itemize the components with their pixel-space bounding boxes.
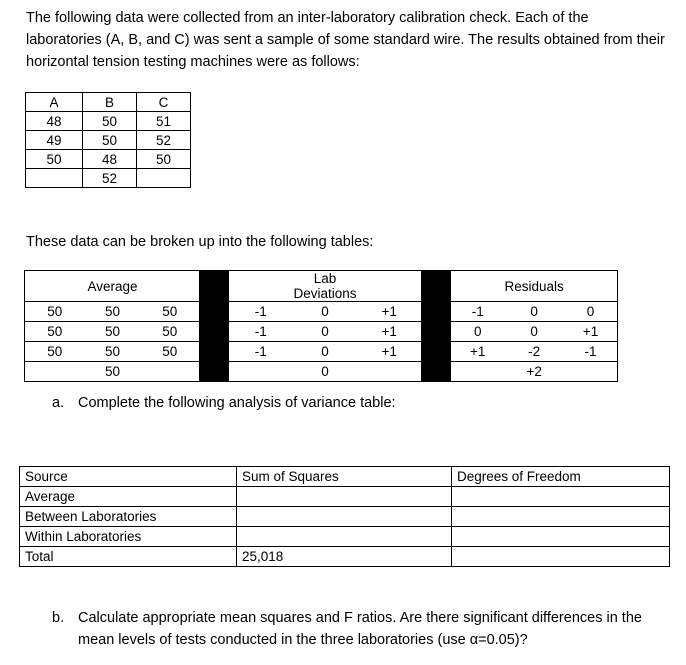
res-cell: 0 (505, 322, 564, 342)
lab-cell: +1 (358, 302, 422, 322)
black-separator (200, 271, 229, 382)
avg-cell (25, 362, 85, 382)
table-cell: 52 (83, 169, 137, 188)
table-cell: 51 (137, 112, 191, 131)
header-cell: B (83, 93, 137, 112)
avg-cell (141, 362, 200, 382)
table-cell: 48 (26, 112, 83, 131)
anova-ss-cell[interactable] (237, 527, 452, 547)
res-cell: +1 (564, 322, 618, 342)
anova-source: Within Laboratories (20, 527, 237, 547)
anova-source: Total (20, 547, 237, 567)
table-cell: 48 (83, 150, 137, 169)
black-separator (422, 271, 451, 382)
lab-cell (358, 362, 422, 382)
lab-cell (229, 362, 293, 382)
anova-ss-cell[interactable]: 25,018 (237, 547, 452, 567)
avg-cell: 50 (141, 322, 200, 342)
res-cell: -1 (564, 342, 618, 362)
res-cell: -1 (451, 302, 505, 322)
lab-cell: 0 (293, 322, 358, 342)
lab-cell: 0 (293, 302, 358, 322)
res-title-left (451, 271, 505, 302)
anova-source: Between Laboratories (20, 507, 237, 527)
anova-df-cell[interactable] (452, 487, 670, 507)
data-table (25, 92, 191, 188)
lab-cell: +1 (358, 342, 422, 362)
lab-cell: +1 (358, 322, 422, 342)
avg-title-left (25, 271, 85, 302)
question-b (52, 607, 672, 651)
intro-paragraph: The following data were collected from an inter-laboratory calibration check. Each of the laboratories (A, B, and C) was sent a sample of some standard wire. The results obtained from their horizontal tension testing machines were as follows: (26, 10, 665, 70)
res-cell: +1 (451, 342, 505, 362)
lab-title-right (358, 271, 422, 302)
breakdown-row (25, 302, 618, 322)
avg-title: Average (85, 271, 141, 302)
anova-header-source: Source (20, 467, 237, 487)
question-b-label: b. (52, 610, 65, 626)
lab-title: Lab Deviations (293, 271, 357, 301)
avg-cell: 50 (85, 342, 141, 362)
anova-ss-cell[interactable] (237, 507, 452, 527)
table-cell: 50 (83, 131, 137, 150)
table-cell (26, 169, 83, 188)
res-cell: 0 (451, 322, 505, 342)
table-cell: 52 (137, 131, 191, 150)
anova-row (20, 527, 670, 547)
question-b-text: Calculate appropriate mean squares and F ratios. Are there significant differences in the mean levels of tests conducted in the three laboratories (use α=0.05)? (78, 610, 642, 648)
table-header-row (26, 93, 191, 112)
res-cell (564, 362, 618, 382)
breakdown-table (24, 270, 618, 382)
table-row (26, 169, 191, 188)
table-cell: 50 (137, 150, 191, 169)
anova-header-ss: Sum of Squares (237, 467, 452, 487)
lab-cell: -1 (229, 322, 293, 342)
breakdown-row (25, 362, 618, 382)
header-cell: A (26, 93, 83, 112)
res-cell: +2 (505, 362, 564, 382)
anova-source: Average (20, 487, 237, 507)
table-row (26, 131, 191, 150)
table-cell (137, 169, 191, 188)
breakdown-title-row (25, 271, 618, 302)
breakdown-row (25, 342, 618, 362)
avg-title-right (141, 271, 200, 302)
anova-header-row (20, 467, 670, 487)
question-a-label: a. (52, 395, 65, 411)
anova-ss-cell[interactable] (237, 487, 452, 507)
table-row (26, 112, 191, 131)
question-a-text: Complete the following analysis of variance table: (78, 395, 396, 411)
lab-cell: -1 (229, 302, 293, 322)
avg-cell: 50 (141, 342, 200, 362)
anova-table (19, 466, 670, 567)
res-title-right (564, 271, 618, 302)
breakdown-row (25, 322, 618, 342)
question-a (52, 392, 652, 414)
lab-cell: 0 (293, 342, 358, 362)
header-cell: C (137, 93, 191, 112)
table-cell: 50 (26, 150, 83, 169)
avg-cell: 50 (85, 322, 141, 342)
breakup-text: These data can be broken up into the following tables: (26, 234, 374, 250)
table-row (26, 150, 191, 169)
anova-df-cell[interactable] (452, 547, 670, 567)
anova-row (20, 487, 670, 507)
anova-row (20, 547, 670, 567)
anova-df-cell[interactable] (452, 527, 670, 547)
anova-row (20, 507, 670, 527)
lab-cell: 0 (293, 362, 358, 382)
res-cell: -2 (505, 342, 564, 362)
avg-cell: 50 (85, 362, 141, 382)
table-cell: 49 (26, 131, 83, 150)
lab-title-left (229, 271, 293, 302)
res-cell: 0 (505, 302, 564, 322)
avg-cell: 50 (25, 322, 85, 342)
lab-cell: -1 (229, 342, 293, 362)
anova-df-cell[interactable] (452, 507, 670, 527)
res-cell: 0 (564, 302, 618, 322)
avg-cell: 50 (85, 302, 141, 322)
avg-cell: 50 (25, 342, 85, 362)
avg-cell: 50 (141, 302, 200, 322)
res-title: Residuals (505, 271, 564, 302)
avg-cell: 50 (25, 302, 85, 322)
anova-header-df: Degrees of Freedom (452, 467, 670, 487)
res-cell (451, 362, 505, 382)
table-cell: 50 (83, 112, 137, 131)
